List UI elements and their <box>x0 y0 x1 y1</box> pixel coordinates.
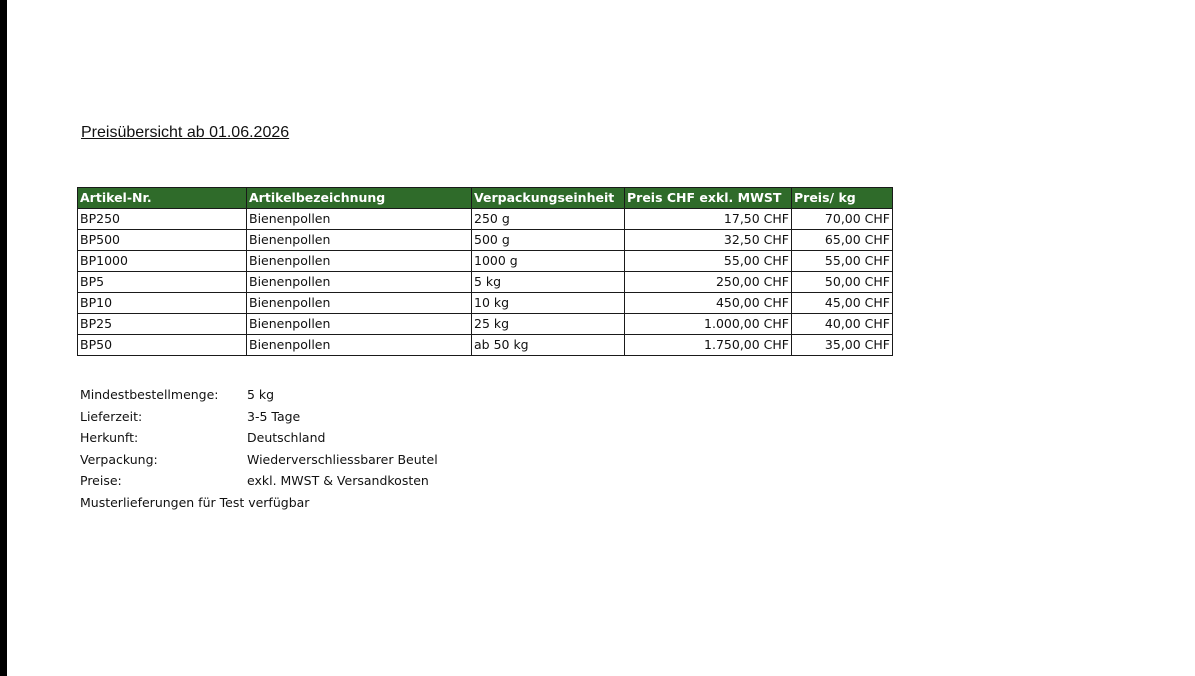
info-row-verpackung <box>80 449 438 471</box>
page-title: Preisübersicht ab 01.06.2026 <box>81 124 290 141</box>
table-row <box>78 272 893 293</box>
cell-artikel-nr: BP250 <box>78 209 247 230</box>
header-preis-kg: Preis/ kg <box>792 188 893 209</box>
cell-verpackungseinheit: 10 kg <box>472 293 625 314</box>
cell-preis-kg: 55,00 CHF <box>792 251 893 272</box>
cell-preis-chf: 55,00 CHF <box>625 251 792 272</box>
info-label: Verpackung: <box>80 451 158 467</box>
header-verpackungseinheit: Verpackungseinheit <box>472 188 625 209</box>
info-row-lieferzeit <box>80 406 438 428</box>
cell-preis-kg: 50,00 CHF <box>792 272 893 293</box>
cell-artikelbezeichnung: Bienenpollen <box>247 272 472 293</box>
info-value: Deutschland <box>247 430 326 445</box>
cell-artikel-nr: BP50 <box>78 335 247 356</box>
info-label: Mindestbestellmenge: <box>80 387 219 402</box>
cell-preis-kg: 40,00 CHF <box>792 314 893 335</box>
info-value: exkl. MWST & Versandkosten <box>247 473 429 488</box>
left-edge-bar <box>0 0 7 676</box>
cell-artikel-nr: BP1000 <box>78 251 247 272</box>
info-value: 5 kg <box>247 387 275 402</box>
cell-verpackungseinheit: 500 g <box>472 230 625 251</box>
cell-preis-chf: 250,00 CHF <box>625 272 792 293</box>
cell-artikelbezeichnung: Bienenpollen <box>247 230 472 251</box>
product-info <box>80 384 438 513</box>
cell-verpackungseinheit: 5 kg <box>472 272 625 293</box>
table-row <box>78 230 893 251</box>
cell-verpackungseinheit: 25 kg <box>472 314 625 335</box>
info-label: Lieferzeit: <box>80 408 143 424</box>
cell-artikelbezeichnung: Bienenpollen <box>247 209 472 230</box>
table-row <box>78 314 893 335</box>
table-row <box>78 209 893 230</box>
cell-preis-kg: 45,00 CHF <box>792 293 893 314</box>
cell-preis-kg: 35,00 CHF <box>792 335 893 356</box>
cell-artikelbezeichnung: Bienenpollen <box>247 335 472 356</box>
info-value: Wiederverschliessbarer Beutel <box>247 451 438 467</box>
cell-verpackungseinheit: ab 50 kg <box>472 335 625 356</box>
cell-artikel-nr: BP25 <box>78 314 247 335</box>
info-row-preise <box>80 470 438 492</box>
table-row <box>78 251 893 272</box>
info-row-mindestbestellmenge <box>80 384 438 406</box>
info-note: Musterlieferungen für Test verfügbar <box>80 494 310 510</box>
table-row <box>78 335 893 356</box>
table-row <box>78 293 893 314</box>
cell-verpackungseinheit: 1000 g <box>472 251 625 272</box>
cell-preis-chf: 1.000,00 CHF <box>625 314 792 335</box>
cell-preis-chf: 1.750,00 CHF <box>625 335 792 356</box>
price-table <box>77 187 893 356</box>
header-artikelbezeichnung: Artikelbezeichnung <box>247 188 472 209</box>
cell-preis-chf: 450,00 CHF <box>625 293 792 314</box>
cell-preis-chf: 17,50 CHF <box>625 209 792 230</box>
info-label: Preise: <box>80 473 122 488</box>
header-preis-chf: Preis CHF exkl. MWST <box>625 188 792 209</box>
header-artikel-nr: Artikel-Nr. <box>78 188 247 209</box>
cell-preis-chf: 32,50 CHF <box>625 230 792 251</box>
cell-preis-kg: 70,00 CHF <box>792 209 893 230</box>
info-row-herkunft <box>80 427 438 449</box>
info-label: Herkunft: <box>80 430 139 445</box>
cell-artikelbezeichnung: Bienenpollen <box>247 293 472 314</box>
cell-artikelbezeichnung: Bienenpollen <box>247 251 472 272</box>
info-value: 3-5 Tage <box>247 408 301 424</box>
cell-artikel-nr: BP10 <box>78 293 247 314</box>
cell-artikel-nr: BP500 <box>78 230 247 251</box>
cell-artikelbezeichnung: Bienenpollen <box>247 314 472 335</box>
cell-preis-kg: 65,00 CHF <box>792 230 893 251</box>
table-header-row <box>78 188 893 209</box>
cell-verpackungseinheit: 250 g <box>472 209 625 230</box>
cell-artikel-nr: BP5 <box>78 272 247 293</box>
